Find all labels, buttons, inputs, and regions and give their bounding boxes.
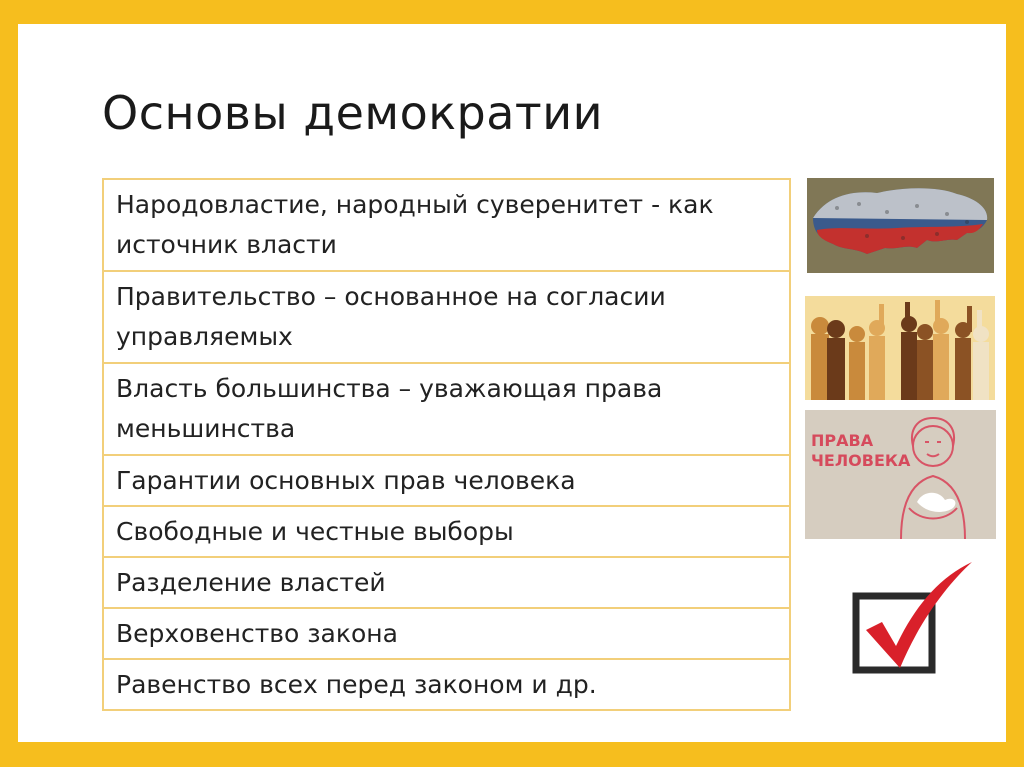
principle-cell: Разделение властей bbox=[103, 557, 790, 608]
table-row bbox=[103, 179, 790, 271]
principle-cell: Правительство – основанное на согласии управляемых bbox=[103, 271, 790, 363]
table-row bbox=[103, 506, 790, 557]
slide-title: Основы демократии bbox=[102, 86, 603, 140]
slide bbox=[18, 24, 1006, 742]
principle-cell: Верховенство закона bbox=[103, 608, 790, 659]
table-row bbox=[103, 455, 790, 506]
principles-table bbox=[102, 178, 791, 711]
raised-hands-illustration bbox=[805, 296, 995, 400]
table-row bbox=[103, 557, 790, 608]
principle-cell: Свободные и честные выборы bbox=[103, 506, 790, 557]
rights-label-line1: ПРАВА bbox=[811, 431, 874, 450]
principle-cell: Народовластие, народный суверенитет - как источник власти bbox=[103, 179, 790, 271]
table-row bbox=[103, 271, 790, 363]
human-rights-illustration bbox=[805, 410, 996, 539]
principle-cell: Власть большинства – уважающая права меньшинства bbox=[103, 363, 790, 455]
table-row bbox=[103, 363, 790, 455]
crowd-map-photo bbox=[807, 178, 994, 273]
rights-label-line2: ЧЕЛОВЕКА bbox=[811, 451, 911, 470]
checkbox-checkmark-icon bbox=[852, 558, 974, 676]
principle-cell: Равенство всех перед законом и др. bbox=[103, 659, 790, 710]
principle-cell: Гарантии основных прав человека bbox=[103, 455, 790, 506]
table-row bbox=[103, 608, 790, 659]
table-row bbox=[103, 659, 790, 710]
